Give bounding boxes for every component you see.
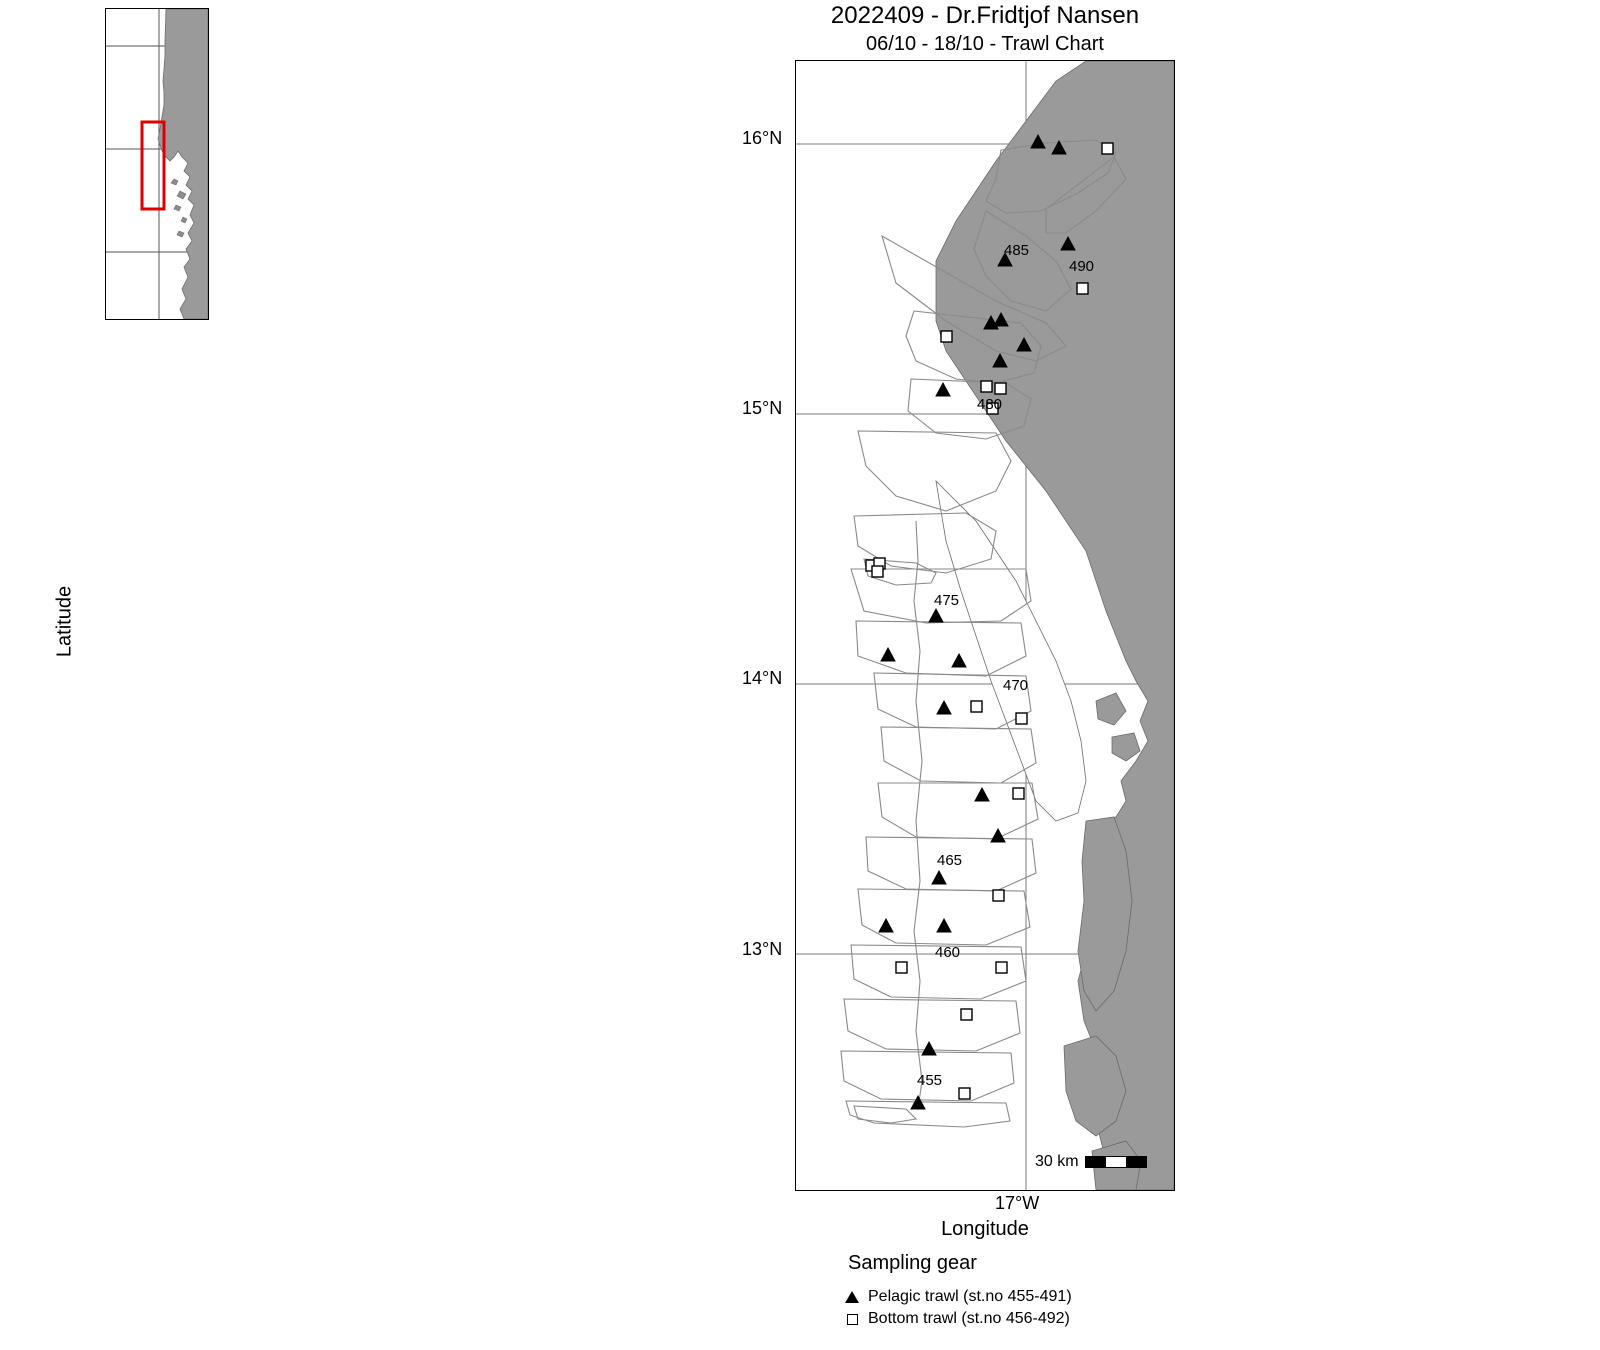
lat-tick-14n: 14°N [742, 668, 783, 688]
legend-item-pelagic-trawl [845, 1286, 1072, 1308]
station-label-455: 455 [917, 1072, 943, 1089]
legend-item-bottom-trawl-label: Bottom trawl (st.no 456-492) [868, 1310, 1070, 1327]
inset-locator-map [105, 8, 209, 320]
scale-bar-label: 30 km [1035, 1153, 1079, 1170]
legend-item-pelagic-trawl-label: Pelagic trawl (st.no 455-491) [868, 1288, 1072, 1305]
station-label-470: 470 [1003, 677, 1029, 694]
scale-bar-segment [1126, 1157, 1146, 1167]
chart-title: 2022409 - Dr.Fridtjof Nansen [830, 2, 1140, 29]
station-label-490: 490 [1069, 258, 1095, 275]
station-label-465: 465 [937, 852, 963, 869]
scale-bar-segment [1106, 1157, 1126, 1167]
lat-tick-13n: 13°N [742, 939, 783, 959]
station-label-460: 460 [935, 944, 961, 961]
lon-tick-17w: 17°W [995, 1193, 1040, 1213]
lat-tick-16n: 16°N [742, 128, 783, 148]
axis-label-longitude: Longitude [941, 1218, 1029, 1240]
chart-subtitle: 06/10 - 18/10 - Trawl Chart [866, 33, 1104, 55]
legend-item-bottom-trawl [845, 1308, 1070, 1330]
axis-label-latitude: Latitude [53, 585, 76, 658]
scale-bar-segment [1086, 1157, 1106, 1167]
legend-title: Sampling gear [848, 1252, 977, 1274]
scale-bar-boxes [1085, 1156, 1147, 1168]
station-label-480: 480 [977, 396, 1003, 413]
station-label-485: 485 [1004, 242, 1030, 259]
filled-triangle-icon [845, 1291, 859, 1303]
trawl-chart-map [795, 60, 1175, 1191]
map-water-inlet [936, 481, 1086, 821]
scale-bar [1035, 1153, 1147, 1171]
station-label-475: 475 [934, 592, 960, 609]
inset-islets [171, 179, 187, 237]
open-square-icon [845, 1314, 859, 1325]
lat-tick-15n: 15°N [742, 398, 783, 418]
